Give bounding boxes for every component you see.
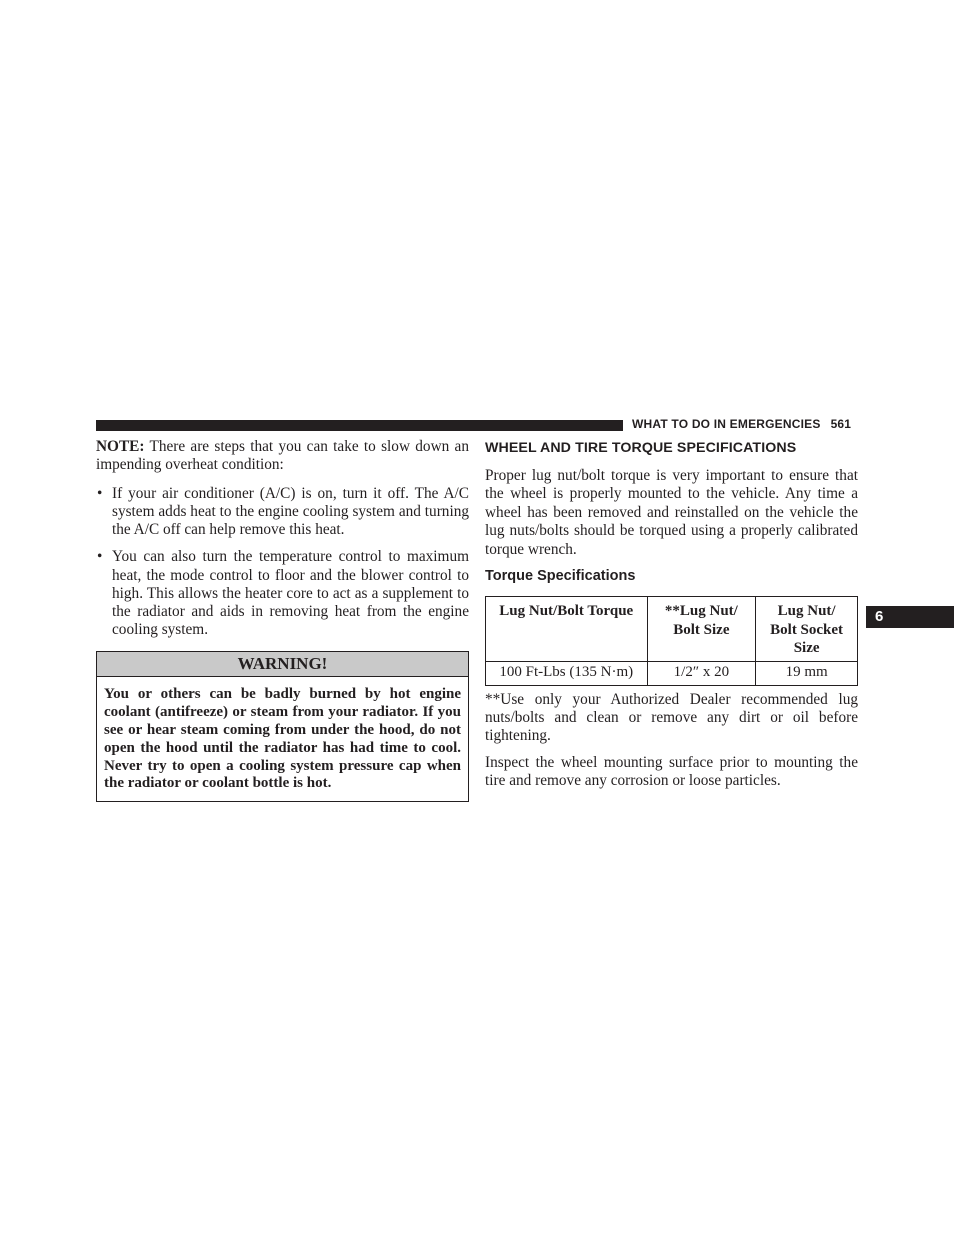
subheading: Torque Specifications	[485, 568, 636, 585]
inspect-paragraph: Inspect the wheel mounting surface prior to mounting the tire and remove any corrosion or loose particles.	[485, 753, 858, 790]
bullet-icon: •	[97, 548, 103, 566]
warning-box	[96, 651, 469, 802]
chapter-tab: 6	[866, 606, 954, 628]
header-section-title: WHAT TO DO IN EMERGENCIES	[632, 417, 821, 431]
right-column	[485, 438, 858, 791]
note-text: There are steps that you can take to slow down an impending overheat condition:	[96, 438, 469, 474]
bullet-list	[96, 485, 469, 640]
table-cell: 19 mm	[756, 662, 858, 686]
table-row	[486, 662, 858, 686]
footnote: **Use only your Authorized Dealer recommended lug nuts/bolts and clean or remove any dirt or oil before tightening.	[485, 690, 858, 745]
bullet-icon: •	[97, 484, 103, 502]
table-cell: 1/2″ x 20	[647, 662, 756, 686]
running-header	[632, 417, 851, 431]
intro-paragraph: Proper lug nut/bolt torque is very important to ensure that the wheel is properly mounted to the vehicle. Any time a wheel has been removed and reinstalled on the vehicle the lug nuts/bolts should be torqued using a properly calibrated torque wrench.	[485, 467, 858, 558]
table-cell: 100 Ft-Lbs (135 N·m)	[486, 662, 648, 686]
header-cell: Lug Nut/Bolt Torque	[486, 597, 648, 662]
header-rule	[96, 420, 623, 431]
table-header-row	[486, 597, 858, 662]
note-paragraph	[96, 438, 469, 475]
left-column	[96, 438, 469, 802]
list-item: • If your air conditioner (A/C) is on, turn it off. The A/C system adds heat to the engine cooling system and turning the A/C off can help remove this heat.	[97, 484, 469, 539]
warning-title: WARNING!	[97, 652, 468, 677]
header-cell: Lug Nut/ Bolt Socket Size	[756, 597, 858, 662]
list-item: • You can also turn the temperature control to maximum heat, the mode control to floor and the blower control to high. This allows the heater core to act as a supplement to the radiator and aids in removing heat from the engine cooling system.	[97, 548, 469, 639]
torque-table	[485, 596, 858, 686]
section-heading: WHEEL AND TIRE TORQUE SPECIFICATIONS	[485, 440, 797, 456]
header-cell: **Lug Nut/ Bolt Size	[647, 597, 756, 662]
page-number: 561	[830, 417, 852, 431]
warning-text: You or others can be badly burned by hot engine coolant (antifreeze) or steam from your radiator. If you see or hear steam coming from under the hood, do not open the hood until the radiator has had time to cool. Never try to open a cooling system pressure cap when the radiator or coolant bottle is hot.	[104, 686, 461, 792]
note-label: NOTE:	[96, 438, 145, 455]
